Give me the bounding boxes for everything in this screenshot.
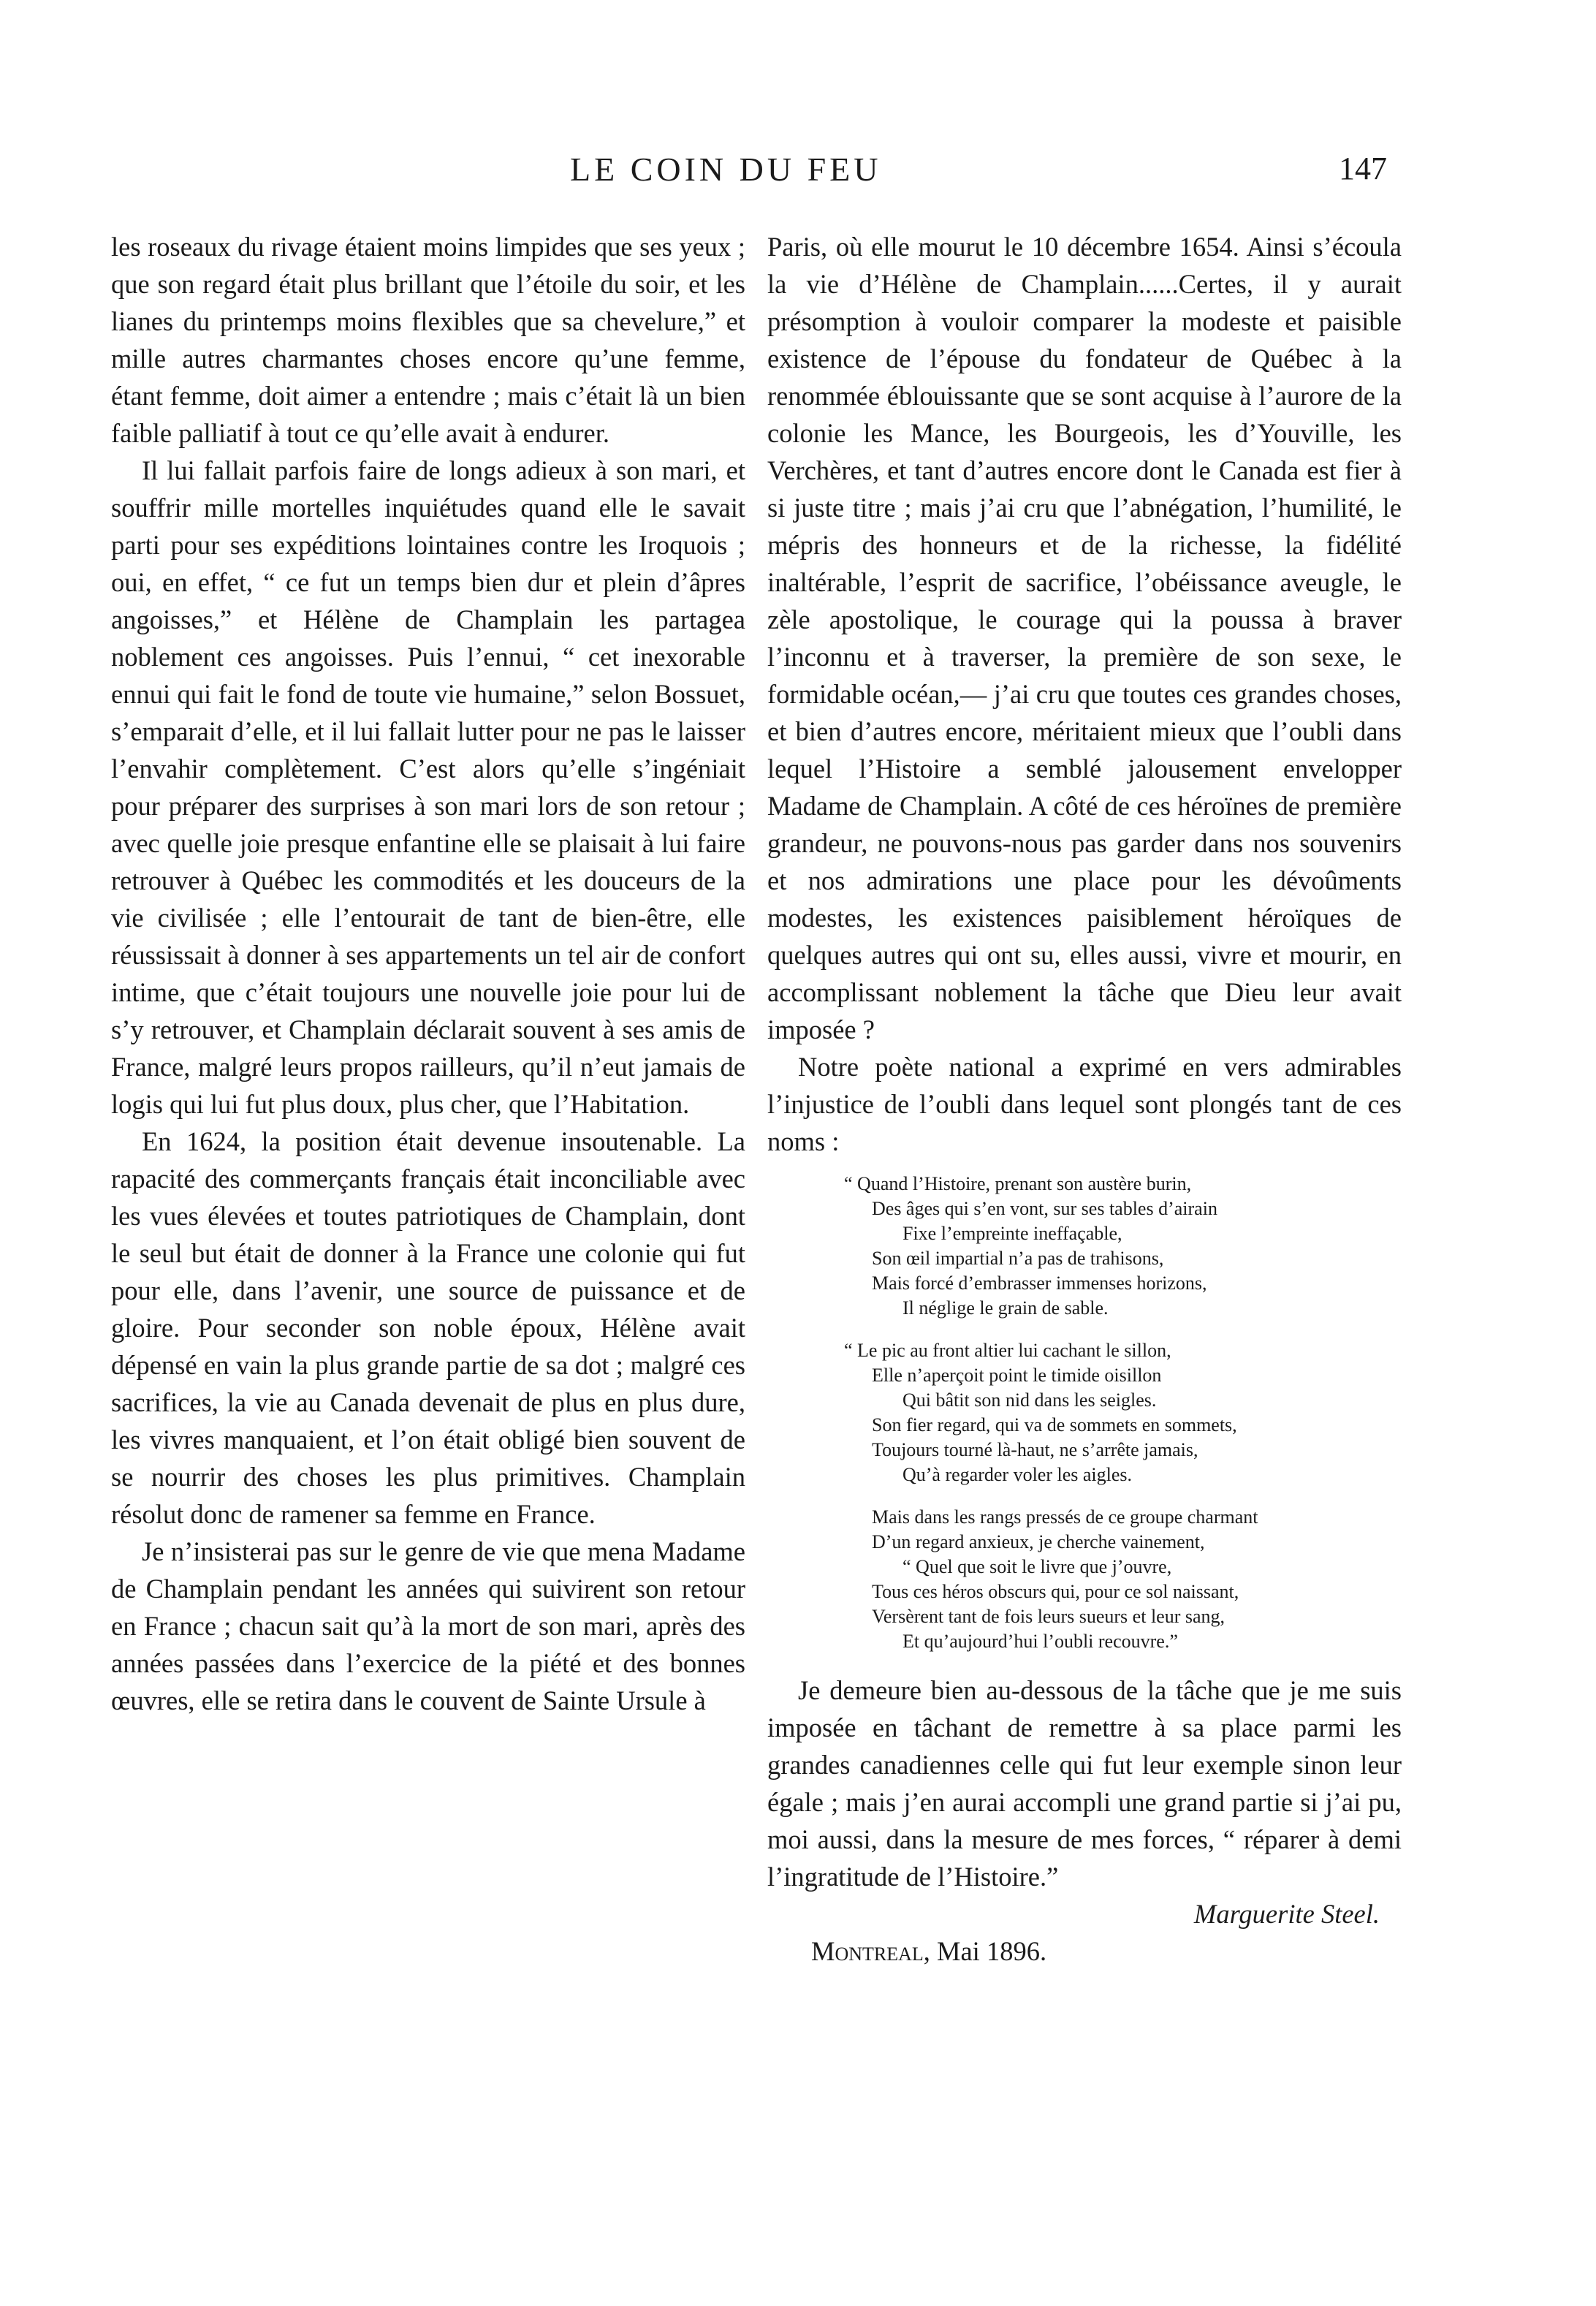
poem-line: Et qu’aujourd’hui l’oubli recouvre.” <box>902 1631 1178 1652</box>
poem-line: Elle n’aperçoit point le timide oisillon <box>872 1365 1162 1386</box>
poem-stanza <box>844 1172 1402 1321</box>
poem-line: “ Le pic au front altier lui cachant le sillon, <box>844 1340 1171 1361</box>
paragraph: Je n’insisterai pas sur le genre de vie que mena Madame de Champlain pendant les années qui suivirent son retour en France ; chacun sait qu’à la mort de son mari, après des années passées dans l’exercice de la piété et des bonnes œuvres, elle se retira dans le couvent de Sainte Ursule à <box>111 1536 745 1715</box>
running-head <box>0 150 1596 201</box>
poem-line: Des âges qui s’en vont, sur ses tables d’airain <box>872 1198 1217 1219</box>
poem-line: Mais dans les rangs pressés de ce groupe charmant <box>872 1506 1258 1528</box>
poem-line: Son fier regard, qui va de sommets en sommets, <box>872 1414 1237 1435</box>
page-number: 147 <box>1339 151 1387 186</box>
poem-line: Mais forcé d’embrasser immenses horizons, <box>872 1273 1207 1294</box>
poem-line: Fixe l’empreinte ineffaçable, <box>902 1223 1122 1244</box>
poem-line: “ Quel que soit le livre que j’ouvre, <box>902 1556 1172 1577</box>
author-signature: Marguerite Steel. <box>1193 1899 1380 1929</box>
date-text: , Mai 1896. <box>923 1936 1047 1966</box>
paragraph: Notre poète national a exprimé en vers admirables l’injustice de l’oubli dans lequel sont plongés tant de ces noms : <box>767 1052 1402 1156</box>
poem-stanza <box>844 1338 1402 1487</box>
paragraph: En 1624, la position était devenue insoutenable. La rapacité des commerçants français était inconciliable avec les vues élevées et toutes patriotiques de Champlain, dont le seul but était de donner à la France une colonie qui fut pour elle, dans l’avenir, une source de puissance et de gloire. Pour seconder son noble époux, Hélène avait dépensé en vain la plus grande partie de sa dot ; malgré ces sacrifices, la vie au Canada devenait de plus en plus dure, les vivres manquaient, et l’on était obligé bien souvent de se nourrir des choses les plus primitives. Champlain résolut donc de ramener sa femme en France. <box>111 1126 745 1529</box>
paragraph: Paris, où elle mourut le 10 décembre 1654. Ainsi s’écoula la vie d’Hélène de Champlain......Certes, il y aurait présomption à vouloir comparer la modeste et paisible existence de l’épouse du fondateur de Québec à la renommée éblouissante que se sont acquise à l’aurore de la colonie les Mance, les Bourgeois, les d’Youville, les Verchères, et tant d’autres encore dont le Canada est fier à si juste titre ; mais j’ai cru que l’abnégation, l’humilité, le mépris des honneurs et de la richesse, la fidélité inaltérable, l’esprit de sacrifice, l’obéissance aveugle, le zèle apostolique, le courage qui la poussa à braver l’inconnu et à traverser, la première de son sexe, le formidable océan,— j’ai cru que toutes ces grandes choses, et bien d’autres encore, méritaient mieux que l’oubli dans lequel l’Histoire a semblé jalousement envelopper Madame de Champlain. A côté de ces héroïnes de première grandeur, ne pouvons-nous pas garder dans nos souvenirs et nos admirations une place pour les dévoûments modestes, les existences paisiblement héroïques de quelques autres qui ont su, elles aussi, vivre et mourir, en accomplissant noblement la tâche que Dieu leur avait imposée ? <box>767 232 1402 1044</box>
poem-line: Qui bâtit son nid dans les seigles. <box>902 1389 1157 1411</box>
place-date <box>767 1933 1402 1970</box>
paragraph: les roseaux du rivage étaient moins limpides que ses yeux ; que son regard était plus brillant que l’étoile du soir, et les lianes du printemps moins flexibles que sa chevelure,” et mille autres charmantes choses encore qu’une femme, étant femme, doit aimer a entendre ; mais c’était là un bien faible palliatif à tout ce qu’elle avait à endurer. <box>111 232 745 448</box>
poem-line: D’un regard anxieux, je cherche vainement, <box>872 1531 1205 1552</box>
place-name: Montreal <box>811 1936 924 1966</box>
poem-line: Tous ces héros obscurs qui, pour ce sol naissant, <box>872 1581 1239 1602</box>
paragraph: Je demeure bien au-dessous de la tâche que je me suis imposée en tâchant de remettre à sa place parmi les grandes canadiennes celle qui fut leur exemple sinon leur égale ; mais j’en aurai accompli une grand partie si j’ai pu, moi aussi, dans la mesure de mes forces, “ réparer à demi l’ingratitude de l’Histoire.” <box>767 1675 1402 1892</box>
poem-quote <box>844 1172 1402 1654</box>
poem-line: Toujours tourné là-haut, ne s’arrête jamais, <box>872 1439 1198 1460</box>
poem-line: “ Quand l’Histoire, prenant son austère burin, <box>844 1173 1192 1194</box>
paragraph: Il lui fallait parfois faire de longs adieux à son mari, et souffrir mille mortelles inquiétudes quand elle le savait parti pour ses expéditions lointaines contre les Iroquois ; oui, en effet, “ ce fut un temps bien dur et plein d’âpres angoisses,” et Hélène de Champlain les partagea noblement ces angoisses. Puis l’ennui, “ cet inexorable ennui qui fait le fond de toute vie humaine,” selon Bossuet, s’emparait d’elle, et il lui fallait lutter pour ne pas le laisser l’envahir complètement. C’est alors qu’elle s’ingéniait pour préparer des surprises à son mari lors de son retour ; avec quelle joie presque enfantine elle se plaisait à lui faire retrouver à Québec les commodités et les douceurs de la vie civilisée ; elle l’entourait de tant de bien-être, elle réussissait à donner à ses appartements un tel air de confort intime, que c’était toujours une nouvelle joie pour lui de s’y retrouver, et Champlain déclarait souvent à ses amis de France, malgré leurs propos railleurs, qu’il n’eut jamais de logis qui lui fut plus doux, plus cher, que l’Habitation. <box>111 455 745 1119</box>
poem-line: Il néglige le grain de sable. <box>902 1297 1109 1319</box>
poem-line: Qu’à regarder voler les aigles. <box>902 1464 1133 1485</box>
right-column <box>767 228 1402 1970</box>
poem-stanza <box>844 1505 1402 1654</box>
poem-line: Son œil impartial n’a pas de trahisons, <box>872 1248 1164 1269</box>
running-title: LE COIN DU FEU <box>570 151 882 188</box>
poem-line: Versèrent tant de fois leurs sueurs et leur sang, <box>872 1606 1226 1627</box>
left-column <box>111 228 745 1719</box>
